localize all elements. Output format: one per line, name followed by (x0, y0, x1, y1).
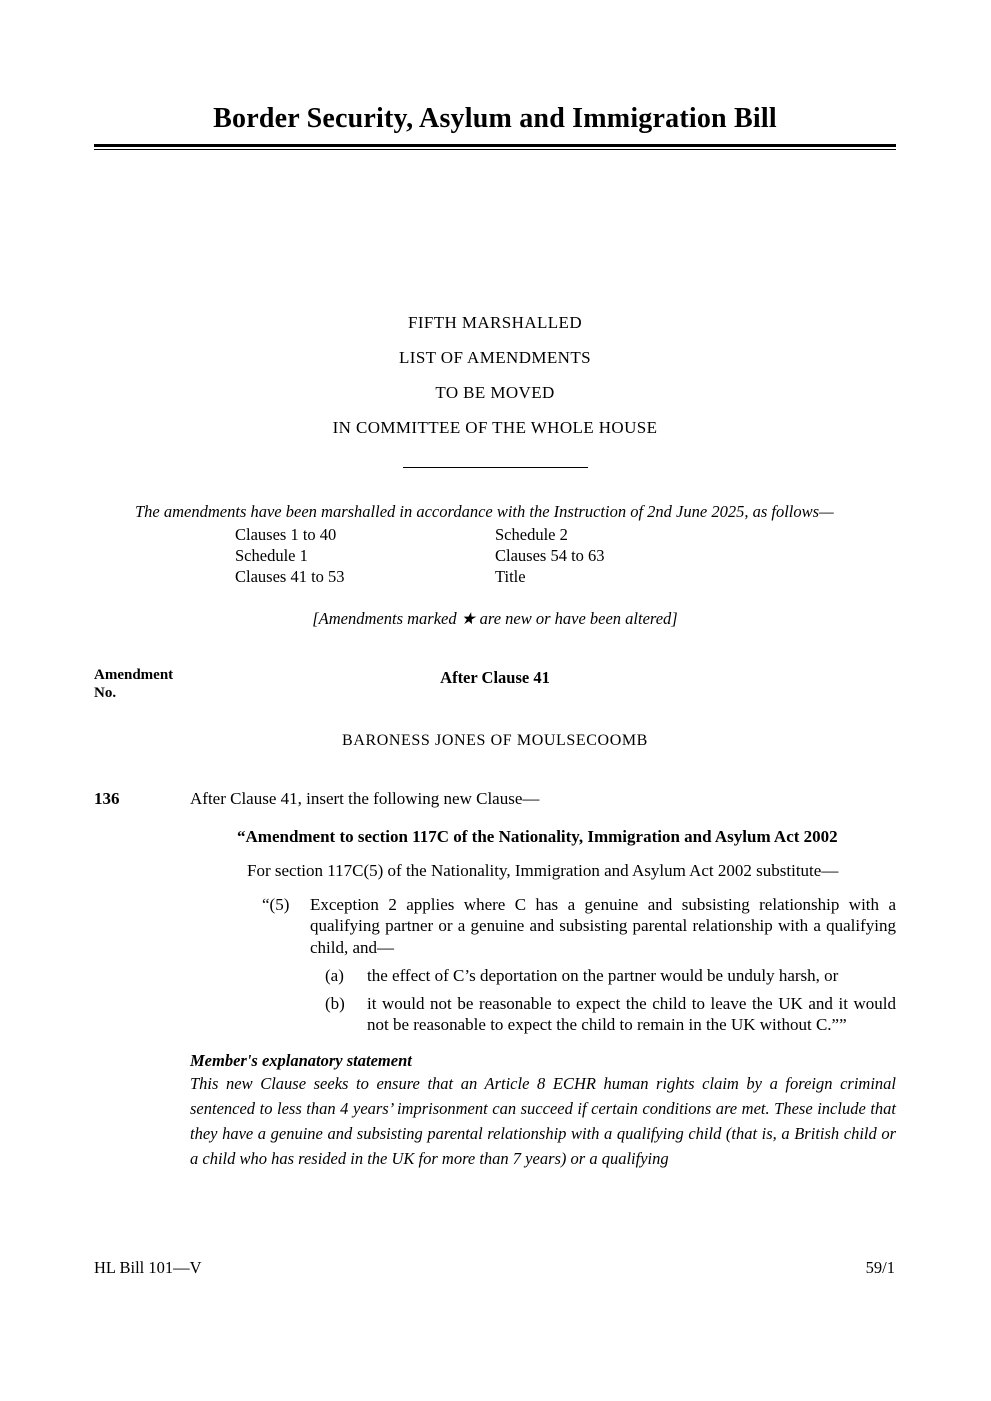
amendment-column-header (94, 666, 896, 706)
order-item: Title (495, 567, 526, 586)
amendment-no-column-label (94, 666, 173, 702)
order-item: Clauses 1 to 40 (235, 525, 337, 544)
order-item: Schedule 1 (235, 546, 308, 565)
amendments-marked-note: [Amendments marked ★ are new or have been altered] (312, 609, 678, 628)
marshalling-order-left-column (235, 524, 495, 587)
subsection-5 (262, 894, 896, 959)
order-item: Clauses 41 to 53 (235, 567, 345, 586)
footer-page-number: 59/1 (865, 1258, 895, 1277)
explanatory-statement-heading: Member's explanatory statement (190, 1050, 412, 1070)
header-line-1: FIFTH MARSHALLED (407, 313, 583, 332)
footer-bill-reference: HL Bill 101—V (94, 1258, 202, 1277)
clause-paragraph-a (325, 965, 896, 987)
title-rule-thick (94, 144, 896, 147)
amendment-136-row (94, 788, 896, 810)
section-divider-rule (403, 467, 588, 468)
marshalling-order-table (235, 524, 896, 587)
header-line-2: LIST OF AMENDMENTS (398, 348, 592, 367)
marshalling-note: The amendments have been marshalled in accordance with the Instruction of 2nd June 2025, as follows— (135, 502, 834, 521)
explanatory-statement-text: This new Clause seeks to ensure that an Article 8 ECHR human rights claim by a foreign criminal sentenced to less than 4 years’ imprisonment can succeed if certain conditions are met. These include that they have a genuine and subsisting parental relationship with a qualifying child (that is, a British child or a child who has resided in the UK for more than 7 years) or a qualifying (190, 1073, 896, 1168)
marshalling-order-right-column (495, 524, 605, 587)
page-footer (94, 1258, 895, 1278)
clause-intro: For section 117C(5) of the Nationality, Immigration and Asylum Act 2002 substitute— (247, 861, 839, 880)
header-line-4: IN COMMITTEE OF THE WHOLE HOUSE (332, 418, 658, 437)
amendment-no-label-line1: Amendment (94, 667, 174, 683)
mover-name: BARONESS JONES OF MOULSECOOMB (342, 732, 648, 749)
bill-title: Border Security, Asylum and Immigration Bill (213, 103, 777, 134)
new-clause-title: “Amendment to section 117C of the Nationality, Immigration and Asylum Act 2002 (237, 826, 838, 846)
subsection-text: Exception 2 applies where C has a genuine and subsisting relationship with a qualifying partner or a genuine and subsisting parental relationship with a qualifying child, and— (310, 894, 896, 957)
paragraph-a-text: the effect of C’s deportation on the partner would be unduly harsh, or (367, 966, 839, 985)
paragraph-b-label: (b) (325, 993, 345, 1013)
document-content (94, 103, 896, 1171)
after-clause-heading: After Clause 41 (440, 668, 550, 687)
amendment-number: 136 (94, 789, 120, 808)
clause-paragraph-b (325, 993, 896, 1036)
paragraph-b-text: it would not be reasonable to expect the child to leave the UK and it would not be reasonable to expect the child to remain in the UK without C.”” (367, 993, 896, 1034)
subsection-label: “(5) (262, 894, 290, 914)
amendment-no-label-line2: No. (94, 685, 117, 701)
paragraph-a-label: (a) (325, 966, 344, 985)
title-rule-thin (94, 149, 896, 150)
marshalled-list-header (94, 305, 896, 445)
header-line-3: TO BE MOVED (435, 383, 555, 402)
order-item: Clauses 54 to 63 (495, 546, 605, 565)
order-item: Schedule 2 (495, 525, 568, 544)
amendment-instruction: After Clause 41, insert the following new Clause— (190, 789, 540, 808)
